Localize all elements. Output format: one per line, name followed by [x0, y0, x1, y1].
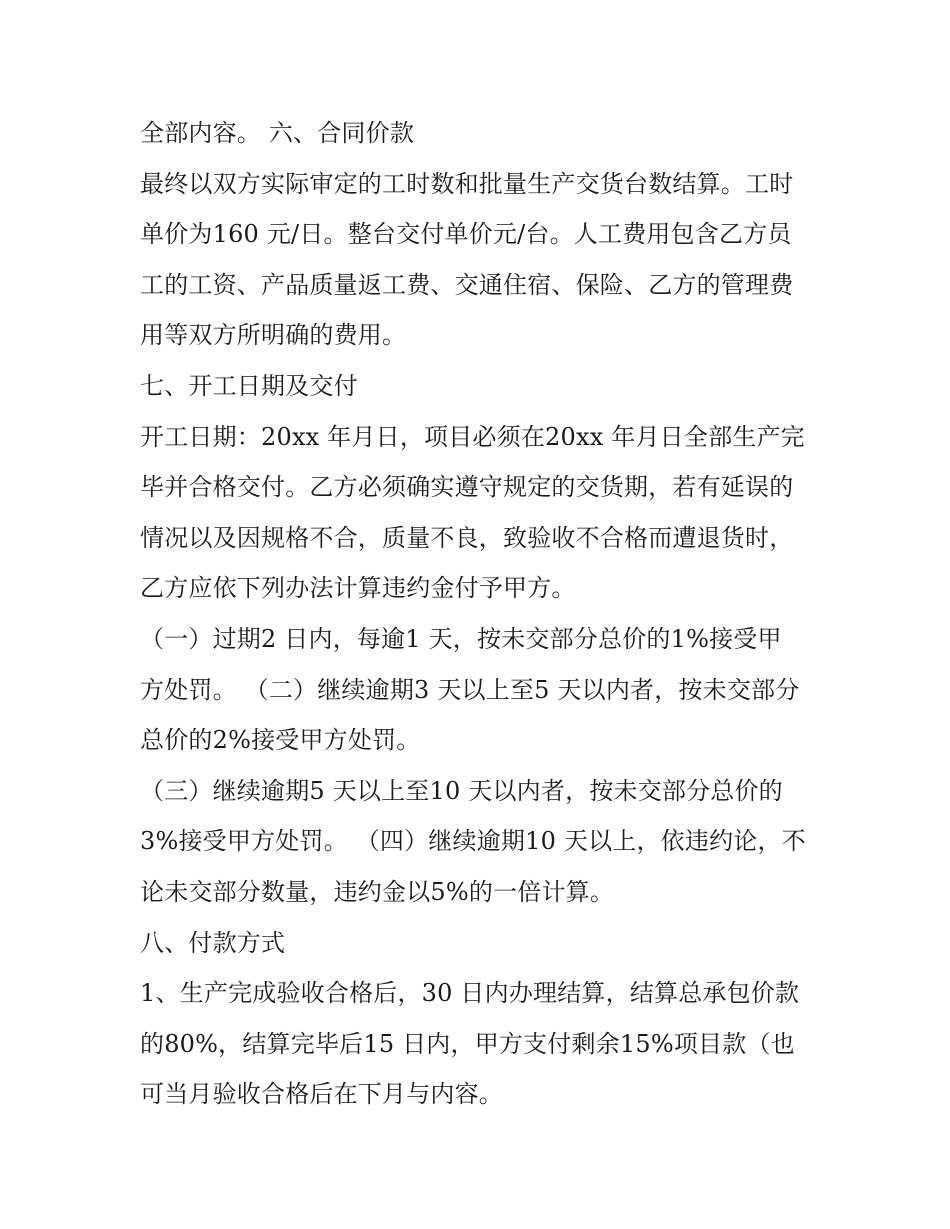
text-line: 总价的2%接受甲方处罚。: [140, 726, 421, 755]
text-line: （三）继续逾期5 天以上至10 天以内者，按未交部分总价的: [140, 776, 783, 805]
text-line: （一）过期2 日内，每逾1 天，按未交部分总价的1%接受甲: [140, 624, 782, 653]
section-heading: 七、开工日期及交付: [140, 371, 358, 400]
text-line: 情况以及因规格不合，质量不良，致验收不合格而遭退货时，: [140, 523, 794, 552]
text-line: 全部内容。 六、合同价款: [140, 119, 415, 147]
text-line: 论未交部分数量，违约金以5%的一倍计算。: [140, 877, 615, 906]
text-line: 3%接受甲方处罚。 （四）继续逾期10 天以上，依违约论，不: [140, 827, 806, 856]
text-line: 用等双方所明确的费用。: [140, 321, 407, 350]
text-line: 方处罚。 （二）继续逾期3 天以上至5 天以内者，按未交部分: [140, 675, 800, 704]
text-line: 1、生产完成验收合格后，30 日内办理结算，结算总承包价款: [140, 979, 800, 1008]
section-heading: 八、付款方式: [140, 928, 286, 957]
text-line: 毕并合格交付。乙方必须确实遵守规定的交货期，若有延误的: [140, 473, 794, 502]
text-line: 工的工资、产品质量返工费、交通住宿、保险、乙方的管理费: [140, 270, 794, 299]
text-line: 可当月验收合格后在下月与内容。: [140, 1080, 503, 1109]
text-line: 的80%，结算完毕后15 日内，甲方支付剩余15%项目款（也: [140, 1029, 795, 1058]
text-line: 乙方应依下列办法计算违约金付予甲方。: [140, 574, 576, 603]
text-line: 单价为160 元/日。整台交付单价元/台。人工费用包含乙方员: [140, 220, 792, 249]
text-line: 开工日期：20xx 年月日，项目必须在20xx 年月日全部生产完: [140, 422, 805, 451]
text-line: 最终以双方实际审定的工时数和批量生产交货台数结算。工时: [140, 169, 794, 198]
document-body: [140, 108, 820, 1120]
